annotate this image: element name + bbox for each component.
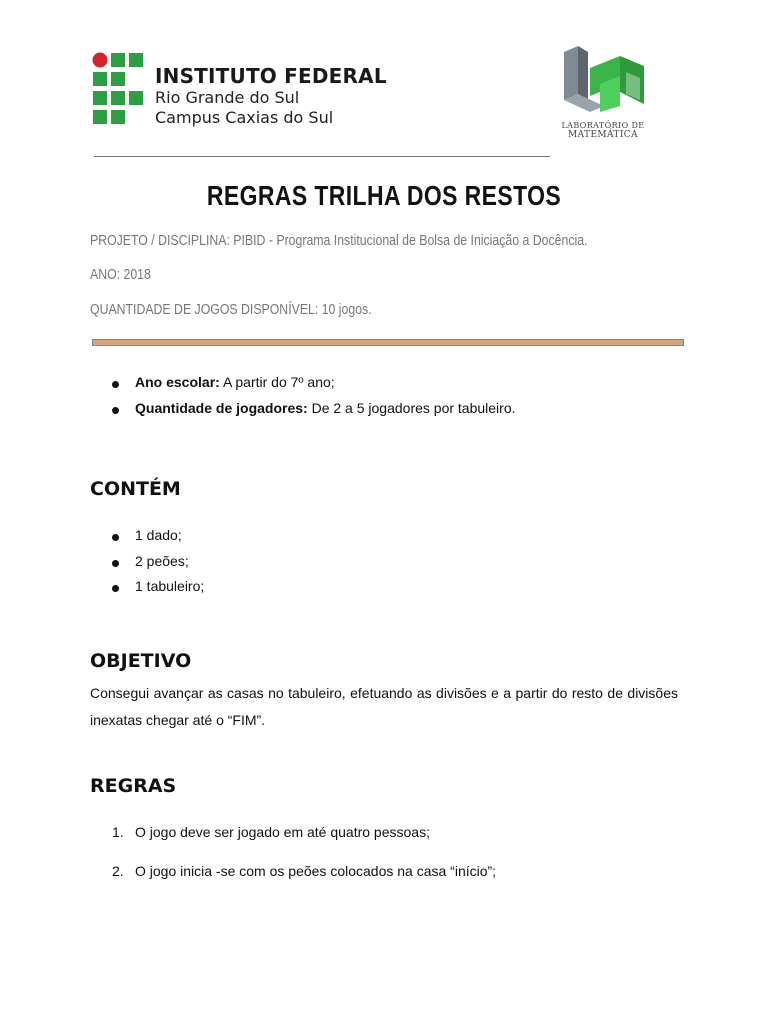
bullet-icon xyxy=(112,585,119,592)
info-label: Ano escolar: xyxy=(135,374,220,390)
lab-caption xyxy=(548,122,658,141)
lab-caption-line2: MATEMÁTICA xyxy=(568,129,638,140)
list-item-text: 2 peões; xyxy=(135,553,189,569)
list-item-number: 2. xyxy=(112,863,124,879)
info-value: A partir do 7º ano; xyxy=(222,374,335,390)
bullet-icon xyxy=(112,534,119,541)
section-heading-regras: REGRAS xyxy=(90,775,177,797)
list-item-text: 1 tabuleiro; xyxy=(135,578,205,594)
bullet-icon xyxy=(112,560,119,567)
info-value: De 2 a 5 jogadores por tabuleiro. xyxy=(311,400,516,416)
section-heading-contem: CONTÉM xyxy=(90,478,181,500)
list-item-text: O jogo deve ser jogado em até quatro pessoas; xyxy=(135,824,430,840)
section-divider-band xyxy=(92,339,684,346)
bullet-icon xyxy=(112,407,119,414)
meta-project: PROJETO / DISCIPLINA: PIBID - Programa Institucional de Bolsa de Iniciação a Docência. xyxy=(90,232,588,249)
header-divider xyxy=(94,156,550,157)
objetivo-paragraph: Consegui avançar as casas no tabuleiro, efetuando as divisões e a partir do resto de divisões inexatas chegar até o “FIM”. xyxy=(90,685,678,728)
info-label: Quantidade de jogadores: xyxy=(135,400,308,416)
institution-title: INSTITUTO FEDERAL xyxy=(155,64,387,88)
institution-state: Rio Grande do Sul xyxy=(155,88,300,107)
instituto-federal-logo xyxy=(92,52,152,128)
document-title: REGRAS TRILHA DOS RESTOS xyxy=(206,180,562,211)
list-item-text: 1 dado; xyxy=(135,527,182,543)
institution-campus: Campus Caxias do Sul xyxy=(155,108,334,127)
lab-caption-line1: LABORATÓRIO DE xyxy=(561,121,645,130)
meta-year: ANO: 2018 xyxy=(90,266,151,283)
section-heading-objetivo: OBJETIVO xyxy=(90,650,192,672)
meta-quantity: QUANTIDADE DE JOGOS DISPONÍVEL: 10 jogos. xyxy=(90,301,372,318)
logo-red-circle xyxy=(93,53,108,68)
list-item-text: O jogo inicia -se com os peões colocados na casa “início”; xyxy=(135,863,497,879)
laboratorio-matematica-logo xyxy=(560,44,652,114)
list-item-number: 1. xyxy=(112,824,124,840)
institution-name-block xyxy=(155,66,387,126)
bullet-icon xyxy=(112,381,119,388)
